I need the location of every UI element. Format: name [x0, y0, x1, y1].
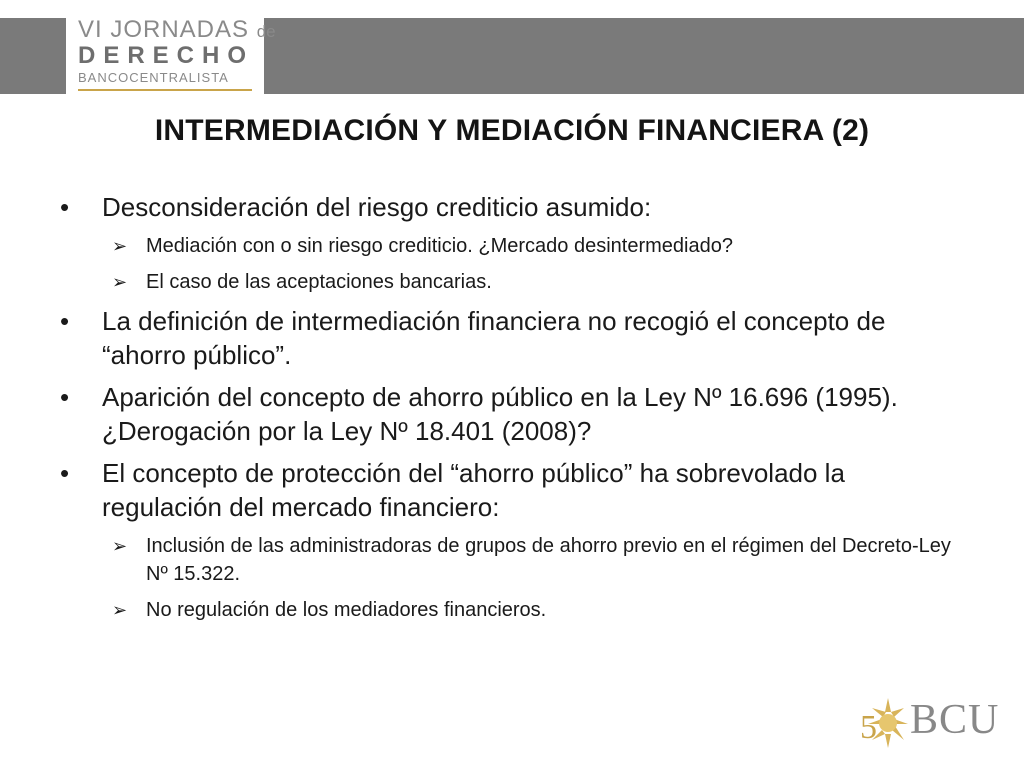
logo-line3: BANCOCENTRALISTA [78, 70, 229, 85]
sub-bullet-text: El caso de las aceptaciones bancarias. [146, 271, 492, 293]
bullet-item [60, 456, 960, 524]
bullet-text: Desconsideración del riesgo crediticio asumido: [102, 192, 652, 222]
sub-bullet-item [60, 596, 960, 624]
arrow-icon: ➢ [112, 236, 128, 256]
bullet-text: Aparición del concepto de ahorro público en la Ley Nº 16.696 (1995). ¿Derogación por la Ley Nº 18.401 (2008)? [102, 382, 898, 446]
sub-bullet-item [60, 268, 960, 296]
bullet-icon: • [60, 192, 70, 222]
bullet-item [60, 190, 960, 224]
bcu-numeral: 5 [860, 709, 877, 746]
bullet-icon: • [60, 306, 70, 336]
sub-bullet-text: Mediación con o sin riesgo crediticio. ¿Mercado desintermediado? [146, 235, 733, 257]
arrow-icon: ➢ [112, 272, 128, 292]
logo-line1-suffix: de [256, 22, 276, 41]
bullet-icon: • [60, 458, 70, 488]
slide-title: INTERMEDIACIÓN Y MEDIACIÓN FINANCIERA (2) [154, 114, 870, 147]
sub-bullet-text: Inclusión de las administradoras de grupos de ahorro previo en el régimen del Decreto-Ley Nº 15.322. [146, 535, 951, 585]
logo-line2: DERECHO [78, 42, 255, 69]
logo-line1: VI JORNADAS [78, 16, 250, 43]
bcu-logo [858, 694, 998, 750]
sub-bullet-item [60, 232, 960, 260]
bcu-text: BCU [910, 697, 1000, 743]
bullet-item [60, 304, 960, 372]
logo-rule [78, 89, 252, 91]
bullet-text: La definición de intermediación financiera no recogió el concepto de “ahorro público”. [102, 306, 886, 370]
arrow-icon: ➢ [112, 536, 128, 556]
bullet-item [60, 380, 960, 448]
bullet-icon: • [60, 382, 70, 412]
arrow-icon: ➢ [112, 600, 128, 620]
sub-bullet-item [60, 532, 960, 588]
bullet-text: El concepto de protección del “ahorro público” ha sobrevolado la regulación del mercado financiero: [102, 458, 845, 522]
sub-bullet-text: No regulación de los mediadores financieros. [146, 599, 547, 621]
sun-emblem-icon [858, 694, 910, 750]
bullet-list [60, 190, 960, 632]
event-logo [66, 12, 276, 94]
